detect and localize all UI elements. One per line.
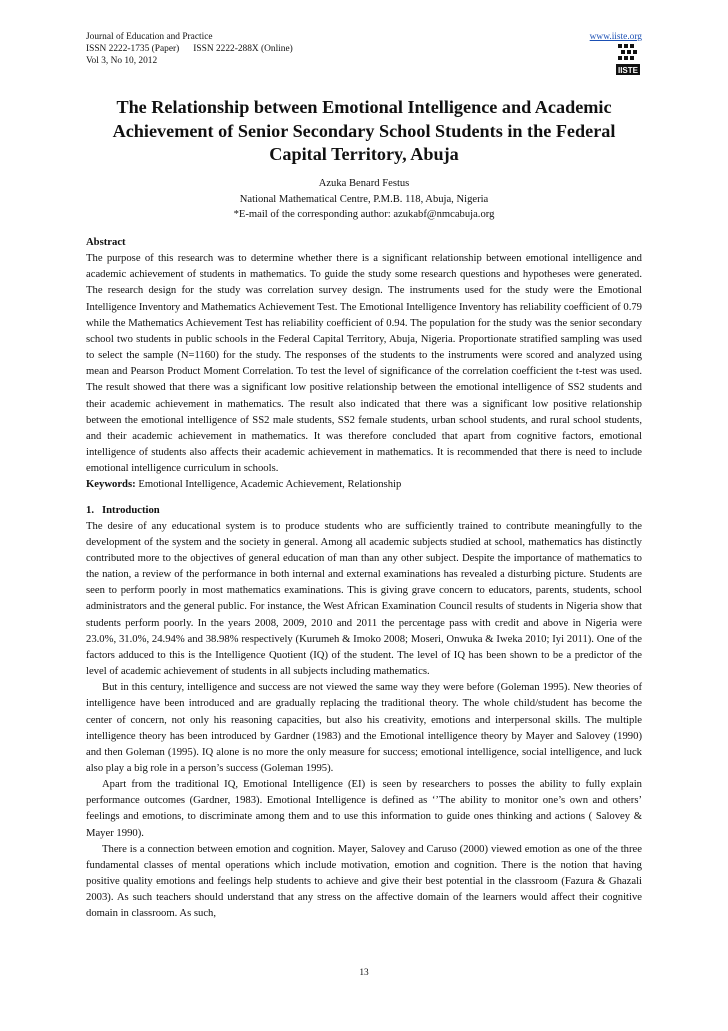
page-number: 13: [359, 968, 369, 978]
intro-paragraph-1: The desire of any educational system is to produce students who are sufficiently trained to contribute meaningfully to the development of the system and the society in general. Among all academic subjects studied at school, mathematics has distinctly contributed more to the objectives of general education of man than any other subject. Despite the importance of mathematics to the nation, a review of the performance in both internal and external examinations has revealed a disturbing picture. Students are seen to perform poorly in most mathematics examinations. This is giving grave concern to educators, parents, students, school administrators and the general public. For instance, the West African Examination Council results of students in Nigeria show that students perform poorly. In the years 2008, 2009, 2010 and 2011 the percentage pass with credit and above in Nigeria were 23.0%, 31.0%, 24.94% and 38.98% respectively (Kurumeh & Imoko 2008; Moseri, Onwuka & Iweka 2010; Iyi 2011). One of the factors adduced to this is the Intelligence Quotient (IQ) of the student. The level of IQ has been shown to be a predictor of the level of academic achievement of students in all subjects including mathematics.: [86, 520, 642, 678]
author-block: [86, 176, 642, 223]
svg-text:IISTE: IISTE: [617, 66, 639, 75]
author-name: Azuka Benard Festus: [318, 178, 410, 189]
introduction-heading: 1. Introduction: [86, 504, 160, 516]
volume-line: Vol 3, No 10, 2012: [86, 56, 158, 66]
intro-paragraph-2: But in this century, intelligence and success are not viewed the same way they were before (Goleman 1995). New theories of intelligence have been introduced and are gradually replacing the traditional theory. The whole child/student has become the center of concern, not only his reasoning capacities, but also his creativity, emotions and interpersonal skills. The multiple intelligence theory has been introduced by Gardner (1983) and the Emotional intelligence theory by Mayer and Salovey (1990) and then Goleman (1995). IQ alone is no more the only measure for success; emotional intelligence, social intelligence, and luck also play a big role in a person’s success (Goleman 1995).: [86, 682, 642, 774]
keywords-label: Keywords:: [86, 479, 136, 491]
journal-url-link[interactable]: www.iiste.org: [589, 32, 642, 42]
journal-header: [86, 31, 642, 67]
iiste-logo: [616, 42, 640, 76]
journal-name: Journal of Education and Practice: [86, 32, 213, 42]
abstract-text: The purpose of this research was to determine whether there is a significant relationship between emotional intelligence and academic achievement of students in mathematics. To guide the study some research questions and hypotheses were generated. The research design for the study was correlation survey design. The instruments used for the study were the Emotional Intelligence Inventory and Mathematics Achievement Test. The Emotional Intelligence Inventory has reliability coefficient of 0.79 while the Mathematics Achievement Test has reliability coefficient of 0.94. The population for the study was the senior secondary school two students in public schools in the Federal Capital Territory, Abuja, Nigeria. Proportionate stratified sampling was used to select the sample (N=1160) for the study. The responses of the students to the instruments were scored and analyzed using mean and Pearson Product Moment Correlation. To test the level of significance of the correlation coefficient the t-test was used. The result showed that there was a significant low positive relationship between the emotional intelligence of SS2 students and their academic achievement in mathematics. The result also indicated that there was a significant low positive relationship between the emotional intelligence of SS2 male students, SS2 female students, urban school students, and rural school students, and their academic achievement in mathematics. It was therefore concluded that apart from cognitive factors, emotional intelligence of students also affects their academic achievement in mathematics. It is recommended that there is need to include emotional intelligence curriculum in schools.: [86, 253, 642, 475]
keywords-line: [86, 477, 642, 493]
abstract-heading: Abstract: [86, 237, 126, 248]
author-affiliation: National Mathematical Centre, P.M.B. 118, Abuja, Nigeria: [239, 193, 489, 205]
author-email: *E-mail of the corresponding author: azukabf@nmcabuja.org: [233, 209, 495, 221]
intro-paragraph-4: There is a connection between emotion and cognition. Mayer, Salovey and Caruso (2000) viewed emotion as one of the three fundamental classes of mental operations which include motivation, emotion and cognition. There is the notion that having positive quality emotions and feelings help students to achieve and give their best potential in the classroom (Fazura & Ghazali 2003). As such teachers should understand that any stress on the affective domain of the learners would affect their cognitive domain in classroom. As such,: [86, 843, 642, 920]
keywords-text: Emotional Intelligence, Academic Achievement, Relationship: [135, 479, 402, 491]
intro-paragraph-3: Apart from the traditional IQ, Emotional Intelligence (EI) is seen by researchers to posses the ability to fully explain performance outcomes (Gardner, 1983). Emotional Intelligence is defined as ‘’The ability to monitor one’s own and others’ feelings and emotions, to discriminate among them and to use this information to guide ones thinking and actions ( Salovey & Mayer 1990).: [86, 779, 642, 839]
issn-line: ISSN 2222-1735 (Paper) ISSN 2222-288X (Online): [86, 44, 293, 54]
paper-body: [86, 235, 642, 923]
paper-title: The Relationship between Emotional Intelligence and Academic Achievement of Senior Secondary School Students in the Federal Capital Territory, Abuja: [112, 97, 616, 164]
